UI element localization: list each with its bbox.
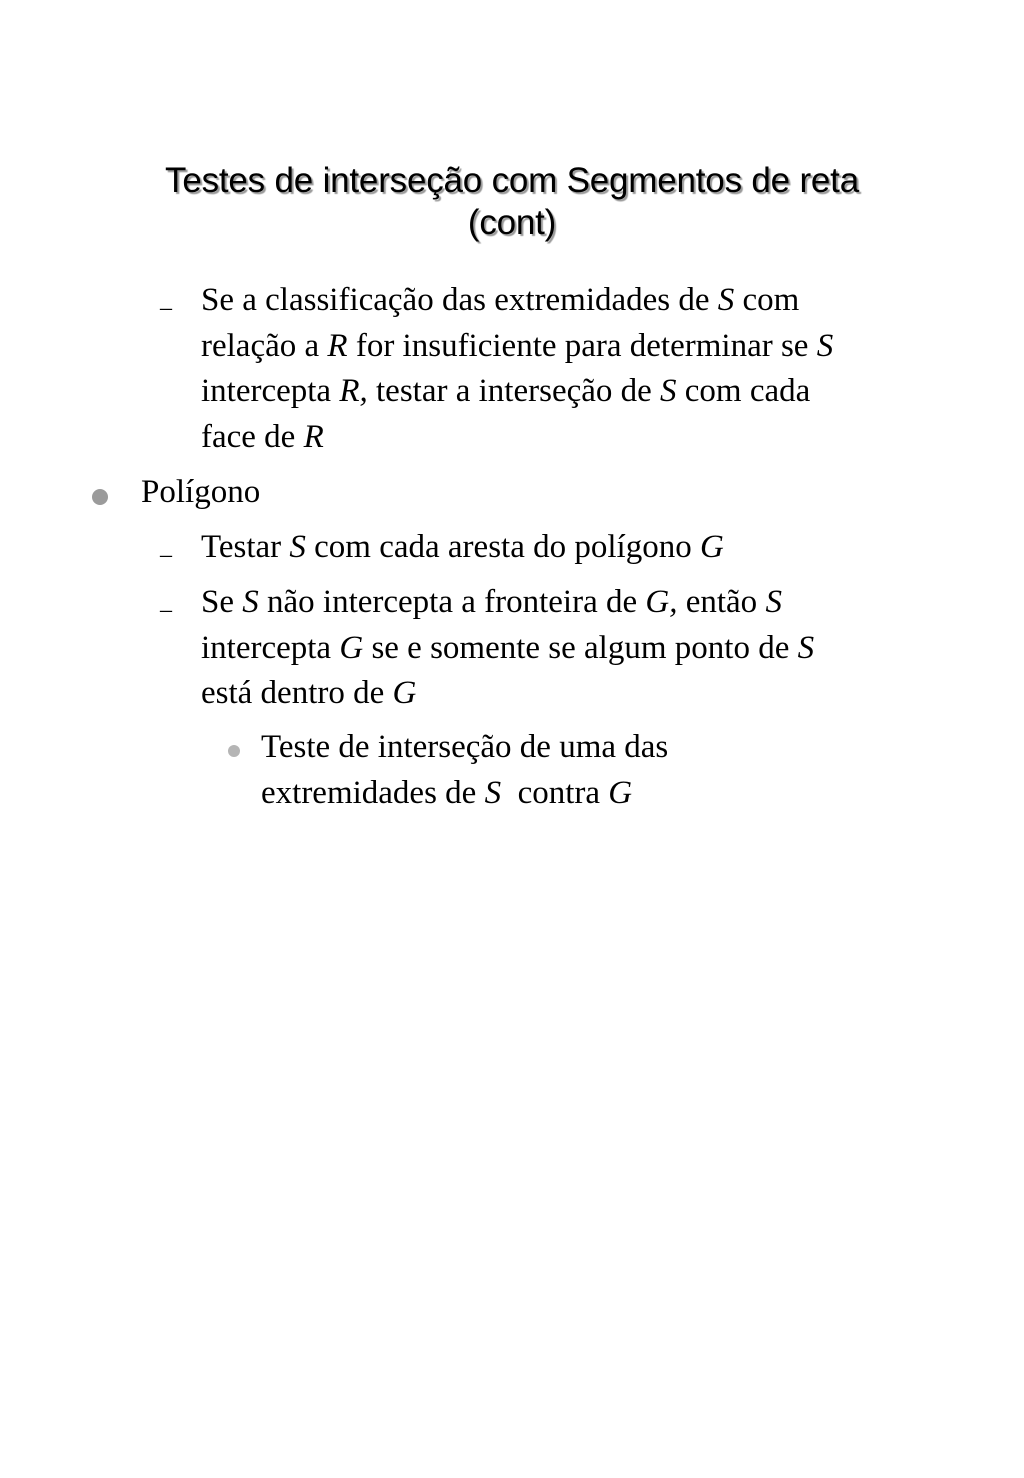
list-item-test-edges — [201, 525, 724, 571]
dash-bullet-icon: – — [160, 542, 172, 568]
slide-title-line-1: Testes de interseção com Segmentos de reta — [165, 161, 859, 200]
list-item-polygon — [141, 470, 260, 516]
text-line: está dentro de G — [201, 675, 417, 711]
var-s: S — [660, 373, 677, 409]
slide-title-line-2: (cont) — [467, 203, 557, 242]
slide-title — [0, 160, 1024, 244]
text-line: Se S não intercepta a fronteira de G, então S — [201, 584, 782, 620]
var-s: S — [242, 584, 259, 620]
var-s: S — [717, 282, 735, 318]
text-line: Teste de interseção de uma das — [261, 729, 669, 765]
text-line: intercepta G se e somente se algum ponto de S — [201, 629, 815, 666]
text-line: intercepta R, testar a interseção de S com cada — [201, 373, 811, 409]
var-s: S — [816, 327, 834, 364]
text-line: face de R — [201, 418, 324, 455]
list-item-endpoint-classification — [201, 278, 833, 460]
var-g: G — [339, 629, 364, 666]
dash-bullet-icon: – — [160, 597, 172, 623]
text-line: Testar S com cada aresta do polígono G — [201, 529, 724, 565]
list-item-endpoint-test — [261, 725, 668, 816]
text-line: Polígono — [141, 474, 261, 510]
text-line: extremidades de S contra G — [261, 774, 633, 811]
var-g: G — [699, 529, 724, 565]
var-r: R, — [339, 373, 368, 409]
round-bullet-icon — [92, 489, 108, 505]
text-line: Se a classificação das extremidades de S com — [201, 282, 800, 318]
text-line: relação a R for insuficiente para determinar se S — [201, 327, 834, 364]
var-r: R — [303, 418, 324, 455]
list-item-boundary-condition — [201, 580, 814, 717]
var-s: S — [765, 584, 782, 620]
var-s: S — [797, 629, 815, 666]
var-g: G — [392, 675, 417, 711]
var-s: S — [484, 774, 502, 811]
dash-bullet-icon: – — [160, 295, 172, 321]
var-r: R — [327, 327, 348, 364]
small-round-bullet-icon — [228, 745, 240, 757]
var-g: G — [608, 774, 633, 811]
var-s: S — [289, 529, 306, 565]
var-g: G, — [645, 584, 678, 620]
